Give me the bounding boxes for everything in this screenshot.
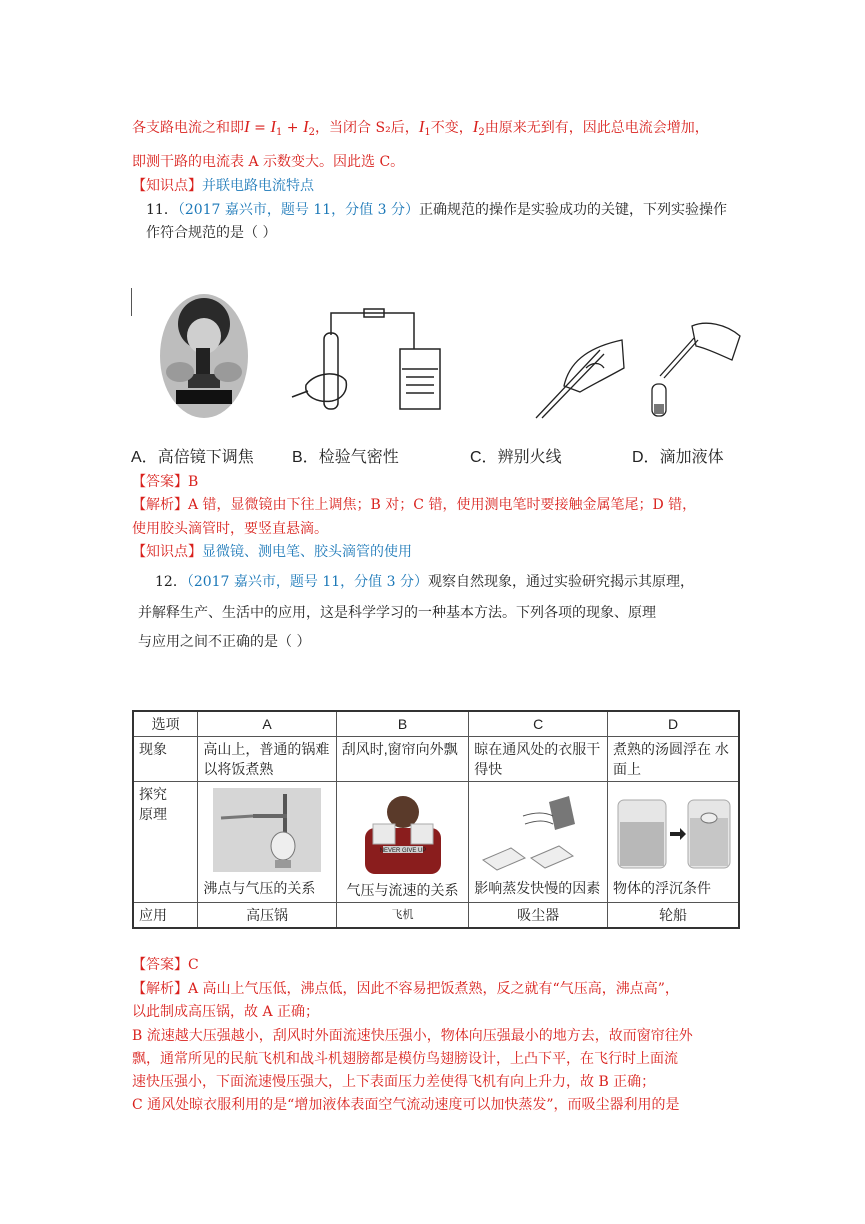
option-text: 滴加液体 (659, 449, 724, 466)
knowledge-label: 【知识点】 (132, 178, 202, 194)
table-cell: 高山上，普通的锅难以将饭煮熟 (198, 737, 336, 782)
q12-options-table (132, 710, 740, 929)
q11-stem-line-2: 作符合规范的是（ ） (146, 225, 277, 241)
header-cell: A (198, 711, 336, 737)
formula-subscript: 2 (308, 127, 316, 138)
formula-operator: + (282, 120, 303, 136)
dropper-figure (636, 318, 746, 418)
formula-symbol: I (418, 117, 425, 136)
table-cell (336, 782, 469, 903)
answer-value: C (188, 957, 199, 973)
option-letter: D． (632, 449, 660, 466)
q11-option-a (131, 444, 254, 467)
question-stem: 正确规范的操作是实验成功的关键，下列实验操作 (418, 202, 727, 218)
row-label: 现象 (133, 737, 198, 782)
blowing-paper-photo (351, 788, 455, 874)
header-cell: D (608, 711, 739, 737)
answer-label: 【答案】 (132, 474, 188, 490)
test-pen-figure (530, 328, 628, 420)
formula-symbol: I (270, 117, 276, 136)
table-cell (608, 782, 739, 903)
q12-stem-line-2: 并解释生产、生活中的应用，这是科学学习的一种基本方法。下列各项的现象、原理 (138, 605, 656, 621)
question-number: 12． (155, 574, 187, 590)
q12-analysis-line-5: 速快压强小，下面流速慢压强大，上下表面压力差使得飞机有向上升力，故 B 正确； (132, 1074, 656, 1090)
q11-knowledge-point (132, 542, 412, 562)
formula-symbol: I (303, 117, 309, 136)
question-stem: 观察自然现象，通过实验研究揭示其原理， (427, 574, 694, 590)
text-segment: 由原来无到有，因此总电流会增加， (484, 120, 709, 136)
option-text: 辨别火线 (497, 449, 562, 466)
table-cell: 煮熟的汤圆浮在 水面上 (608, 737, 739, 782)
text-segment: ，当闭合 S₂后， (315, 120, 419, 136)
q12-analysis-line-2: 以此制成高压锅，故 A 正确； (132, 1004, 320, 1020)
analysis-text: A 错，显微镜由下往上调焦；B 对；C 错，使用测电笔时要接触金属笔尾；D 错， (188, 497, 697, 513)
analysis-label: 【解析】 (132, 981, 188, 997)
q12-stem-line-3: 与应用之间不正确的是（ ） (138, 634, 311, 650)
q11-analysis-line-2: 使用胶头滴管时，要竖直悬滴。 (132, 521, 328, 537)
table-cell: 吸尘器 (469, 903, 608, 929)
knowledge-text: 显微镜、测电笔、胶头滴管的使用 (202, 544, 412, 560)
table-cell: 轮船 (608, 903, 739, 929)
header-cell: 选项 (133, 711, 198, 737)
q11-analysis-line-1 (132, 495, 696, 515)
question-source: （2017 嘉兴市，题号 11，分值 3 分） (177, 202, 419, 218)
q11-option-c (470, 444, 562, 467)
table-cell: 刮风时,窗帘向外飘 (336, 737, 469, 782)
boiling-experiment-photo (213, 788, 321, 872)
q12-analysis-line-4: 飘，通常所见的民航飞机和战斗机翅膀都是模仿鸟翅膀设计，上凸下平，在飞行时上面流 (132, 1051, 678, 1067)
formula-operator: = (249, 120, 271, 136)
question-source: （2017 嘉兴市，题号 11，分值 3 分） (186, 574, 428, 590)
answer-label: 【答案】 (132, 957, 188, 973)
table-header-row (133, 711, 739, 737)
evaporation-experiment-figure (479, 788, 597, 872)
table-cell: 晾在通风处的衣服干得快 (469, 737, 608, 782)
header-cell: B (336, 711, 469, 737)
table-cell: 高压锅 (198, 903, 336, 929)
q10-analysis-line-1 (132, 117, 709, 143)
q10-knowledge-point (132, 176, 314, 196)
text-segment: 各支路电流之和即 (132, 120, 244, 136)
principle-text: 物体的浮沉条件 (613, 880, 712, 896)
knowledge-text: 并联电路电流特点 (202, 178, 314, 194)
principle-text: 沸点与气压的关系 (203, 880, 316, 896)
floating-experiment-photo (614, 788, 732, 872)
q10-analysis-line-2: 即测干路的电流表 A 示数变大。因此选 C。 (132, 154, 405, 170)
option-letter: B． (292, 449, 319, 466)
row-label (133, 782, 198, 903)
question-number: 11． (146, 202, 178, 218)
analysis-text: A 高山上气压低，沸点低，因此不容易把饭煮熟，反之就有“气压高，沸点高”， (188, 981, 679, 997)
header-cell: C (469, 711, 608, 737)
principle-text: 影响蒸发快慢的因素 (474, 880, 601, 896)
q12-answer (132, 955, 199, 975)
q11-option-d (632, 444, 724, 467)
table-cell: 飞机 (336, 903, 469, 929)
formula-symbol: I (244, 117, 250, 136)
shirt-text: NEVER GIVE UP (379, 848, 426, 854)
option-text: 检验气密性 (318, 449, 399, 466)
q12-analysis-line-3: B 流速越大压强越小，刮风时外面流速快压强小，物体向压强最小的地方去，故而窗帘往外 (132, 1028, 693, 1044)
option-letter: C． (470, 449, 498, 466)
table-cell (469, 782, 608, 903)
page-margin-mark (131, 288, 132, 316)
knowledge-label: 【知识点】 (132, 544, 202, 560)
text-segment: 不变， (430, 120, 473, 136)
q11-answer (132, 472, 198, 492)
formula-subscript: 1 (275, 127, 283, 138)
answer-value: B (188, 474, 199, 490)
option-letter: A． (131, 449, 158, 466)
q12-analysis-line-1 (132, 979, 679, 999)
formula-subscript: 2 (478, 127, 485, 138)
row-label: 应用 (133, 903, 198, 929)
option-text: 高倍镜下调焦 (157, 449, 254, 466)
application-row (133, 903, 739, 929)
q12-analysis-line-6: C 通风处晾衣服利用的是“增加液体表面空气流动速度可以加快蒸发”，而吸尘器利用的是 (132, 1097, 680, 1113)
row-label-text: 探究原理 (139, 786, 167, 822)
analysis-label: 【解析】 (132, 497, 188, 513)
airtightness-test-figure (288, 305, 448, 413)
table-cell (198, 782, 336, 903)
principle-text: 气压与流速的关系 (346, 882, 459, 898)
formula-symbol: I (472, 117, 479, 136)
formula-subscript: 1 (424, 127, 431, 138)
microscope-photo (158, 290, 250, 420)
principle-row (133, 782, 739, 903)
phenomenon-row (133, 737, 739, 782)
q11-option-b (292, 444, 399, 467)
q12-stem-line-1 (155, 572, 694, 592)
q11-stem-line-1 (146, 200, 727, 220)
